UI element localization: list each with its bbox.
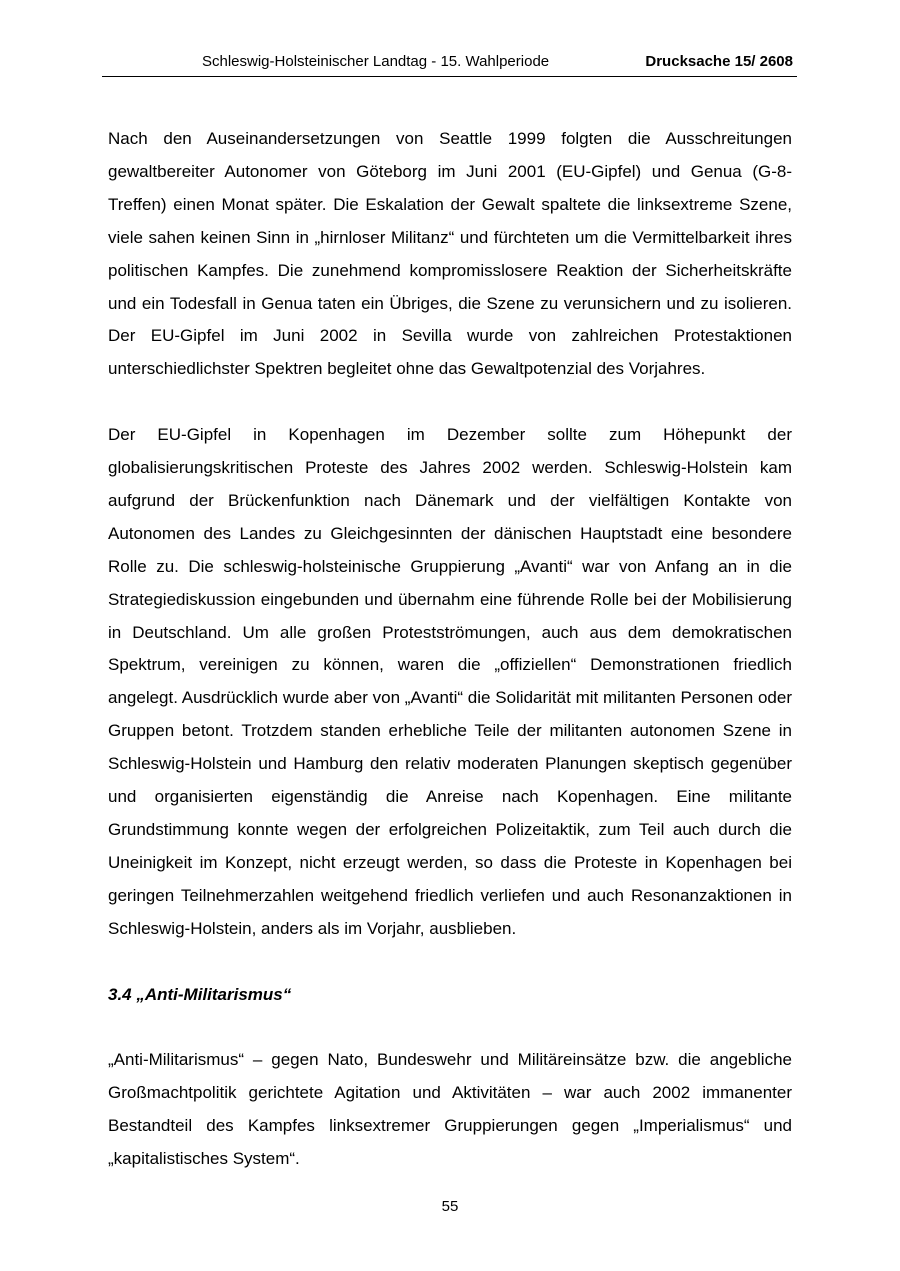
document-number: Drucksache 15/ 2608: [645, 53, 793, 70]
page-number: 55: [441, 1198, 459, 1215]
section-heading: 3.4 „Anti-Militarismus“: [108, 984, 292, 1004]
page-header: [102, 50, 797, 77]
header-title: Schleswig-Holsteinischer Landtag - 15. Wahlperiode: [202, 53, 550, 70]
section-paragraph: „Anti-Militarismus“ – gegen Nato, Bundeswehr und Militäreinsätze bzw. die angebliche Großmachtpolitik gerichtete Agitation und Aktivitäten – war auch 2002 immanenter Bestandteil des Kampfes linksextremer Gruppierungen gegen „Imperialismus“ und „kapitalistisches System“.: [108, 1050, 792, 1169]
body-paragraph: Nach den Auseinandersetzungen von Seattle 1999 folgten die Ausschreitungen gewaltbereiter Autonomer von Göteborg im Juni 2001 (EU-Gipfel) und Genua (G-8-Treffen) einen Monat später. Die Eskalation der Gewalt spaltete die linksextreme Szene, viele sahen keinen Sinn in „hirnloser Militanz“ und fürchteten um die Vermittelbarkeit ihres politischen Kampfes. Die zunehmend kompromisslosere Reaktion der Sicherheitskräfte und ein Todesfall in Genua taten ein Übriges, die Szene zu verunsichern und zu isolieren. Der EU-Gipfel im Juni 2002 in Sevilla wurde von zahlreichen Protestaktionen unterschiedlichster Spektren begleitet ohne das Gewaltpotenzial des Vorjahres.: [108, 129, 792, 379]
body-paragraph: Der EU-Gipfel in Kopenhagen im Dezember sollte zum Höhepunkt der globalisierungskritischen Proteste des Jahres 2002 werden. Schleswig-Holstein kam aufgrund der Brückenfunktion nach Dänemark und der vielfältigen Kontakte von Autonomen des Landes zu Gleichgesinnten der dänischen Hauptstadt eine besondere Rolle zu. Die schleswig-holsteinische Gruppierung „Avanti“ war von Anfang an in die Strategiediskussion eingebunden und übernahm eine führende Rolle bei der Mobilisierung in Deutschland. Um alle großen Protestströmungen, auch aus dem demokratischen Spektrum, vereinigen zu können, waren die „offiziellen“ Demonstrationen friedlich angelegt. Ausdrücklich wurde aber von „Avanti“ die Solidarität mit militanten Personen oder Gruppen betont. Trotzdem standen erhebliche Teile der militanten autonomen Szene in Schleswig-Holstein und Hamburg den relativ moderaten Planungen skeptisch gegenüber und organisierten eigenständig die Anreise nach Kopenhagen. Eine militante Grundstimmung konnte wegen der erfolgreichen Polizeitaktik, zum Teil auch durch die Uneinigkeit im Konzept, nicht erzeugt werden, so dass die Proteste in Kopenhagen bei geringen Teilnehmerzahlen weitgehend friedlich verliefen und auch Resonanzaktionen in Schleswig-Holstein, anders als im Vorjahr, ausblieben.: [108, 425, 792, 938]
document-body: [108, 123, 792, 1176]
